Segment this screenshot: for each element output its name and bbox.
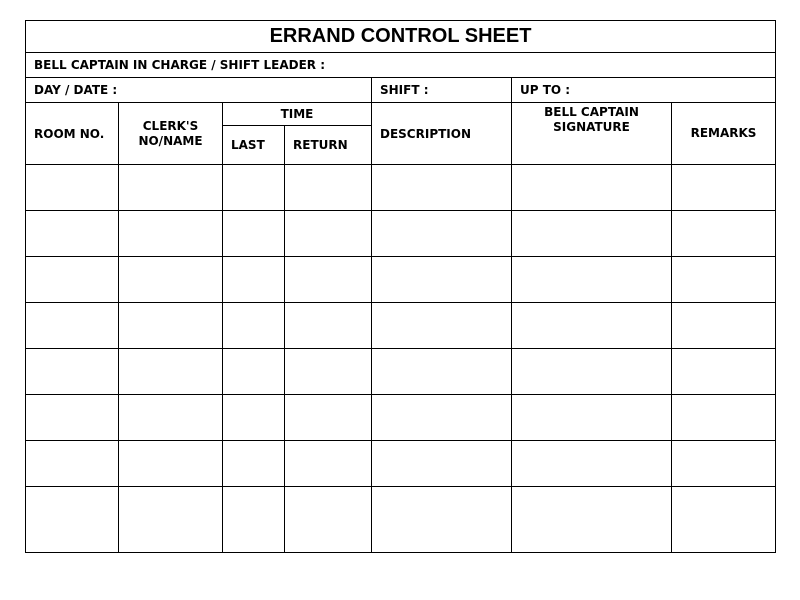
cell-time-return[interactable] xyxy=(285,395,372,441)
cell-remarks[interactable] xyxy=(672,303,776,349)
cell-room-no[interactable] xyxy=(26,165,119,211)
table-row xyxy=(26,395,776,441)
cell-description[interactable] xyxy=(372,303,512,349)
cell-bell-captain-signature[interactable] xyxy=(512,257,672,303)
cell-room-no[interactable] xyxy=(26,211,119,257)
cell-time-last[interactable] xyxy=(223,349,285,395)
cell-description[interactable] xyxy=(372,487,512,553)
cell-time-last[interactable] xyxy=(223,165,285,211)
cell-clerk-no-name[interactable] xyxy=(119,395,223,441)
shift-field[interactable]: SHIFT : xyxy=(372,78,512,103)
header-time-return: RETURN xyxy=(285,126,372,165)
errand-control-sheet xyxy=(25,20,775,554)
table-row xyxy=(26,487,776,553)
cell-remarks[interactable] xyxy=(672,211,776,257)
header-bell-captain-signature: BELL CAPTAIN SIGNATURE xyxy=(512,103,672,165)
cell-clerk-no-name[interactable] xyxy=(119,211,223,257)
header-time: TIME xyxy=(223,103,372,126)
cell-bell-captain-signature[interactable] xyxy=(512,349,672,395)
cell-time-last[interactable] xyxy=(223,441,285,487)
header-description: DESCRIPTION xyxy=(372,103,512,165)
table-row xyxy=(26,257,776,303)
up-to-field[interactable]: UP TO : xyxy=(512,78,776,103)
cell-clerk-no-name[interactable] xyxy=(119,487,223,553)
cell-time-last[interactable] xyxy=(223,395,285,441)
cell-time-last[interactable] xyxy=(223,303,285,349)
header-room-no: ROOM NO. xyxy=(26,103,119,165)
cell-room-no[interactable] xyxy=(26,441,119,487)
cell-time-return[interactable] xyxy=(285,211,372,257)
cell-bell-captain-signature[interactable] xyxy=(512,211,672,257)
cell-room-no[interactable] xyxy=(26,349,119,395)
cell-clerk-no-name[interactable] xyxy=(119,303,223,349)
cell-description[interactable] xyxy=(372,165,512,211)
table-row xyxy=(26,303,776,349)
cell-remarks[interactable] xyxy=(672,349,776,395)
cell-remarks[interactable] xyxy=(672,395,776,441)
cell-time-return[interactable] xyxy=(285,487,372,553)
cell-time-return[interactable] xyxy=(285,257,372,303)
table-row xyxy=(26,441,776,487)
cell-time-return[interactable] xyxy=(285,165,372,211)
cell-bell-captain-signature[interactable] xyxy=(512,441,672,487)
table-row xyxy=(26,349,776,395)
cell-clerk-no-name[interactable] xyxy=(119,257,223,303)
cell-description[interactable] xyxy=(372,257,512,303)
cell-clerk-no-name[interactable] xyxy=(119,441,223,487)
cell-remarks[interactable] xyxy=(672,165,776,211)
cell-description[interactable] xyxy=(372,211,512,257)
table-body xyxy=(26,165,776,553)
cell-remarks[interactable] xyxy=(672,487,776,553)
header-remarks: REMARKS xyxy=(672,103,776,165)
cell-bell-captain-signature[interactable] xyxy=(512,165,672,211)
cell-remarks[interactable] xyxy=(672,441,776,487)
cell-room-no[interactable] xyxy=(26,487,119,553)
day-date-field[interactable]: DAY / DATE : xyxy=(26,78,372,103)
cell-remarks[interactable] xyxy=(672,257,776,303)
cell-clerk-no-name[interactable] xyxy=(119,349,223,395)
errand-table xyxy=(25,20,776,553)
cell-time-last[interactable] xyxy=(223,487,285,553)
cell-time-return[interactable] xyxy=(285,441,372,487)
bell-captain-field[interactable]: BELL CAPTAIN IN CHARGE / SHIFT LEADER : xyxy=(26,53,776,78)
table-row xyxy=(26,211,776,257)
header-time-last: LAST xyxy=(223,126,285,165)
cell-description[interactable] xyxy=(372,395,512,441)
cell-description[interactable] xyxy=(372,441,512,487)
cell-bell-captain-signature[interactable] xyxy=(512,395,672,441)
cell-room-no[interactable] xyxy=(26,395,119,441)
cell-description[interactable] xyxy=(372,349,512,395)
cell-time-last[interactable] xyxy=(223,257,285,303)
header-clerk-no-name: CLERK'S NO/NAME xyxy=(119,103,223,165)
cell-clerk-no-name[interactable] xyxy=(119,165,223,211)
cell-time-return[interactable] xyxy=(285,349,372,395)
cell-room-no[interactable] xyxy=(26,303,119,349)
cell-bell-captain-signature[interactable] xyxy=(512,303,672,349)
cell-bell-captain-signature[interactable] xyxy=(512,487,672,553)
cell-room-no[interactable] xyxy=(26,257,119,303)
table-row xyxy=(26,165,776,211)
cell-time-return[interactable] xyxy=(285,303,372,349)
sheet-title: ERRAND CONTROL SHEET xyxy=(26,21,776,53)
cell-time-last[interactable] xyxy=(223,211,285,257)
